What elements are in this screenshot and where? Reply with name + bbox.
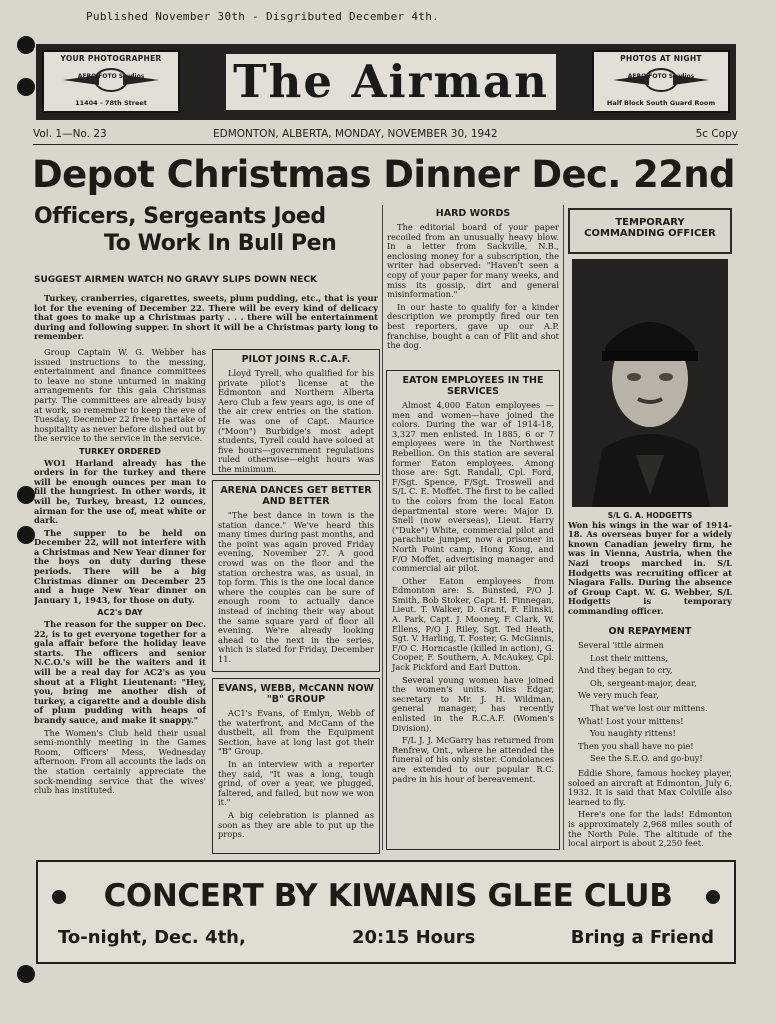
caption-text: Won his wings in the war of 1914-18. As overseas buyer for a widely known Canadian jewelry firm, he was in Vienna, Austria, when the Nazi troops marched in. S/L Hodgetts was recruiting officer at Niagara Falls. During the absence of Group Capt. W. G. Webber, S/L Hodgetts is temporary commanding officer. — [568, 519, 732, 616]
volume-number: Vol. 1—No. 23 — [33, 128, 107, 140]
price: 5c Copy — [695, 128, 738, 140]
poem-line: You naughty rittens! — [590, 728, 676, 739]
paragraph: "The best dance in town is the station dance." We've heard this many times during past months, and the point was again proved Friday evening, November 27. A good crowd was on the floor and the station orchestra was, as usual, in top form. This is the one local dance where the couples can be sure of enough room to actually dance instead of inching their way about the same square yard of floor all evening. We're already looking ahead to the next in the series, which is slated for Friday, December 11. — [218, 510, 374, 664]
paragraph: Other Eaton employees from Edmonton are: S. Bunsted, P/O J. Smith, Bob Stoker, Capt. H. Finnegan, Lieut. T. Walker, D. Grant, F. Elinski, A. Park, Capt. J. Mooney, F. Clark, W. Ellens, P/O J. Riley, Sgt. Ted Heath, Sgt. V. Harling, T. Foster, G. McGinnis, F/O C. Horncastle (killed in action), G. Cooper, F. Southern, A. McAukey, Cpl. Jack Pickford and Earl Dutton. — [392, 575, 554, 673]
poem-line: Then you shall have no pie! — [578, 740, 694, 751]
poem-line: And they began to cry, — [578, 665, 673, 676]
ad-footer: 11404 - 78th Street — [75, 99, 147, 107]
section-head: TURKEY ORDERED — [79, 446, 161, 456]
on-repayment-article — [568, 626, 732, 852]
evans-webb-box — [212, 678, 380, 854]
concert-call-to-action: Bring a Friend — [570, 927, 714, 948]
paragraph: The editorial board of your paper recoiled from an unusually heavy blow. In a letter from Sackville, N.B., enclosing money for a subscription, the writer had observed: "Haven't seen a copy of your paper for many weeks, and miss its gossip, dirt and general misinformation." — [387, 222, 559, 300]
concert-title: CONCERT BY KIWANIS GLEE CLUB — [103, 878, 673, 914]
pilot-joins-box — [212, 349, 380, 475]
main-story-lede — [34, 294, 378, 346]
poem-line: We very much fear, — [578, 690, 659, 701]
hard-words-article — [387, 208, 559, 358]
box-headline: EVANS, WEBB, McCANN NOW "B" GROUP — [218, 683, 374, 705]
paragraph: Almost 4,000 Eaton employees —men and women—have joined the colors. During the war of 1914-18, 3,327 men enlisted. In 1885, 6 or 7 employees were in the Northwest Rebellion. On this station are several former Eaton employees. Among those are: Sgt. Randall, Cpl. Ford, F/Sgt. Spence, F/Sgt. Troswell and S/L C. E. Moffet. The first to be called to the colors from the local Eaton departmental store were: Major D. Snell (now overseas), Lieut. Harry ("Duke") White, commercial pilot and parachute jumper, now a prisoner in North Point camp, Hong Kong, and F/O Moffet, advertising manager and commercial air pilot. — [392, 400, 554, 574]
main-story-body — [34, 348, 206, 856]
binder-hole — [17, 486, 35, 504]
paragraph: Several young women have joined the women's units. Miss Edgar, secretary to Mr. J. H. Wildman, general manager, has recently enlisted in the R.C.A.F. (Women's Division). — [392, 674, 554, 733]
dateline — [33, 127, 738, 145]
poem-line: Oh, sergeant-major, dear, — [590, 677, 697, 688]
paragraph: The reason for the supper on Dec. 22, is to get everyone together for a gala affair before the holiday leave starts. The officers and senior N.C.O.'s will be the waiters and it will be a real day for AC2's as you shout at a Flight Lieutenant: "Hey, you, bring me another dish of turkey, a cigarette and a double dish of plum pudding with heaps of brandy sauce, and make it snappy." — [34, 619, 206, 725]
logo-text-top: AERO FOTO Studios — [77, 73, 145, 80]
poem-line: Several 'ittle airmen — [578, 640, 664, 650]
poem-line: See the S.E.O. and go-buy! — [590, 753, 703, 764]
paragraph: In our haste to qualify for a kinder description we promptly fired our ten best reporters, gave up our A.P. franchise, bought a can of Flit and shot the dog. — [387, 301, 559, 351]
binder-hole — [17, 36, 35, 54]
paragraph: The Women's Club held their usual semi-monthly meeting in the Games Room, Officers' Mess, Wednesday afternoon. From all accounts the lads on the station certainly appreciate the sock-mending service that the wives' club has instituted. — [34, 727, 206, 796]
paragraph: F/L J. J. McGarry has returned from Renfrew, Ont., where he attended the funeral of his only sister. Condolances are extended to our popular R.C. padre in his hour of bereavement. — [392, 735, 554, 784]
paragraph: Lloyd Tyrell, who qualified for his private pilot's license at the Edmonton and Northern Alberta Aero Club a few years ago, is one of the air crew entries on the station. He was one of Capt. Maurice ("Moon") Burbidge's most adept students, Tyrell could have soloed at five hours—government regulations ruled otherwise—eight hours was the minimum. — [218, 368, 374, 474]
box-headline: PILOT JOINS R.C.A.F. — [241, 354, 351, 365]
article-headline: EATON EMPLOYEES IN THE SERVICES — [402, 375, 544, 397]
masthead — [36, 44, 736, 120]
paragraph: AC1's Evans, of Emlyn, Webb of the waterfront, and McCann of the dustbelt, all from the Equipment Section, have at long last got their "B" Group. — [218, 708, 374, 757]
box-headline: ARENA DANCES GET BETTER AND BETTER — [220, 485, 372, 507]
ad-title: YOUR PHOTOGRAPHER — [60, 54, 162, 63]
lede-paragraph: Turkey, cranberries, cigarettes, sweets, plum pudding, etc., that is your lot for the evening of December 22. There will be every kind of delicacy that goes to make up a Christmas party . . . there will be entertainment during and following supper. In short it will be a Christmas party long to remember. — [34, 294, 378, 342]
place-and-date: EDMONTON, ALBERTA, MONDAY, NOVEMBER 30, 1942 — [213, 128, 498, 140]
paragraph: Here's one for the lads! Edmonton is approximately 2,968 miles south of the North Pole. The altitude of the local airport is about 2,250 feet. — [568, 809, 732, 849]
paragraph: Group Captain W. G. Webber has issued instructions to the messing, entertainment and finance committees to leave no stone unturned in making arrangements for this gala Christmas party. The committees are already busy at work, so remember to keep the eve of Tuesday, December 22 free to partake of hospitality as never before dished out by the service to the service in the service. — [34, 348, 206, 444]
binder-hole — [17, 78, 35, 96]
left-advertisement — [42, 50, 180, 113]
commanding-officer-box — [568, 208, 732, 254]
article-headline: ON REPAYMENT — [608, 626, 692, 637]
poem-line: That we've lost our mittens. — [590, 702, 708, 713]
officer-caption — [568, 511, 732, 619]
newspaper-title: The Airman — [226, 54, 556, 110]
aero-foto-logo — [611, 66, 711, 94]
officer-name: S/L G. A. HODGETTS — [607, 511, 693, 520]
subheadline-1: Officers, Sergeants Joed — [34, 204, 326, 229]
ad-title: PHOTOS AT NIGHT — [620, 54, 702, 63]
publication-note: Published November 30th - Disgributed December 4th. — [86, 10, 440, 23]
officer-portrait-image — [572, 259, 728, 507]
paragraph: The supper to be held on December 22, will not interfere with a Christmas and New Year dinner for the boys on duty during these periods. There will be a big Christmas dinner on December 25 and a huge New Year dinner on January 1, 1943, for those on duty. — [34, 527, 206, 605]
box-headline: TEMPORARY COMMANDING OFFICER — [584, 217, 716, 239]
poem-line: Lost their mittens, — [590, 652, 668, 663]
paragraph: In an interview with a reporter they said, "It was a long, tough grind, of over a year, we plugged, faltered, and failed, but now we won it." — [218, 758, 374, 808]
right-advertisement — [592, 50, 730, 113]
concert-date: To-night, Dec. 4th, — [58, 927, 246, 948]
concert-time: 20:15 Hours — [352, 927, 476, 948]
aero-foto-logo — [61, 66, 161, 94]
eaton-employees-article — [386, 370, 560, 850]
concert-banner — [36, 860, 736, 964]
section-head: AC2's DAY — [97, 608, 143, 618]
portrait-photo — [572, 259, 728, 507]
subheadline-2: To Work In Bull Pen — [104, 231, 337, 256]
column-rule — [382, 205, 383, 850]
main-headline: Depot Christmas Dinner Dec. 22nd — [32, 153, 735, 196]
ad-footer: Half Block South Guard Room — [606, 99, 716, 107]
paragraph: WO1 Harland already has the orders in for the turkey and there will be enough ounces per man to fill the hungriest. In other words, it will be, Turkey, breast, 12 ounces, airman for the use of, meat white or dark. — [34, 457, 206, 526]
kicker-headline: SUGGEST AIRMEN WATCH NO GRAVY SLIPS DOWN NECK — [34, 275, 318, 285]
arena-dances-box — [212, 480, 380, 672]
paragraph: Eddie Shore, famous hockey player, soloed an aircraft at Edmonton, July 6, 1932. It is said that Max Colville also learned to fly. — [568, 767, 732, 807]
column-rule — [563, 205, 564, 850]
logo-text-top: AERO FOTO Studios — [627, 73, 695, 80]
binder-hole — [17, 526, 35, 544]
binder-hole — [17, 965, 35, 983]
paragraph: A big celebration is planned as soon as they are able to put up the props. — [218, 809, 374, 840]
poem-line: What! Lost your mittens! — [578, 715, 684, 726]
article-headline: HARD WORDS — [435, 208, 511, 219]
